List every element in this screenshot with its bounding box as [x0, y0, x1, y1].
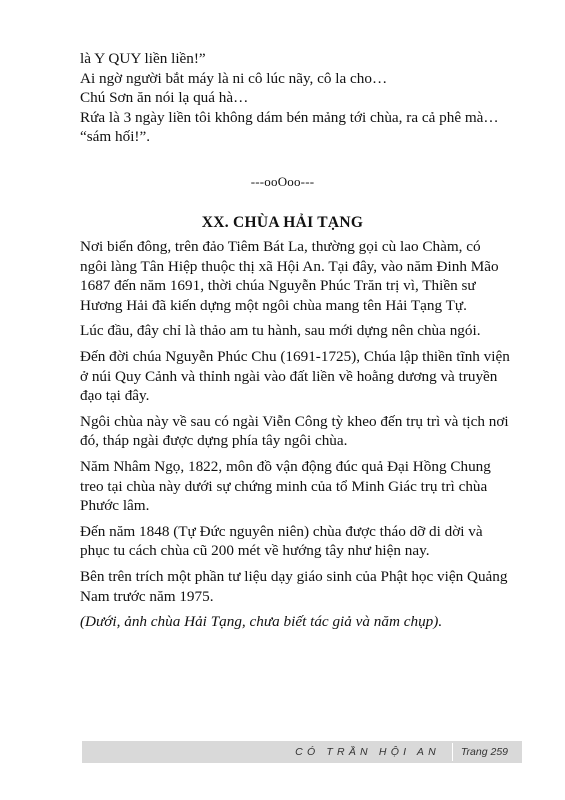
paragraph	[80, 412, 525, 451]
text-line: Nơi biển đông, trên đảo Tiêm Bát La, thường gọi cù lao Chàm, có	[80, 238, 481, 255]
paragraph	[80, 237, 525, 315]
text-line: Phước lâm.	[80, 497, 150, 515]
text-line: Bên trên trích một phần tư liệu dạy giáo sinh của Phật học viện Quảng	[80, 567, 508, 585]
text-line: (Dưới, ảnh chùa Hải Tạng, chưa biết tác giả và năm chụp).	[80, 613, 443, 631]
paragraph	[80, 457, 525, 516]
text-line: treo tại chùa này dưới sự chứng minh của tổ Minh Giác trụ trì chùa	[80, 477, 488, 495]
paragraph	[80, 321, 525, 341]
section-divider: ---ooOoo---	[250, 174, 315, 189]
paragraph	[80, 522, 525, 561]
previous-section-ending	[80, 49, 520, 147]
text-line: Năm Nhâm Ngọ, 1822, môn đồ vận động đúc quả Đại Hồng Chung	[80, 457, 491, 475]
text-line: đạo tại đây.	[80, 387, 150, 405]
text-line: là Y QUY liền liền!”	[80, 50, 206, 67]
text-line: Hương Hải đã kiến dựng một ngôi chùa mang tên Hải Tạng Tự.	[80, 296, 467, 314]
text-line: ở núi Quy Cảnh và thỉnh ngài vào đất liền về hoằng dương và truyền	[80, 367, 498, 385]
photo-caption	[80, 612, 525, 632]
text-line: ngôi làng Tân Hiệp thuộc thị xã Hội An. Tại đây, vào năm Đinh Mão	[80, 257, 499, 275]
chapter-body	[80, 237, 525, 638]
text-line: Lúc đầu, đây chỉ là thảo am tu hành, sau mới dựng nên chùa ngói.	[80, 322, 481, 340]
chapter-title: XX. CHÙA HẢI TẠNG	[201, 214, 364, 231]
paragraph	[80, 567, 525, 606]
text-line: “sám hối!”.	[80, 128, 151, 146]
page-footer	[82, 741, 522, 763]
text-line: phục tu cách chùa cũ 200 mét về hướng tây như hiện nay.	[80, 542, 430, 560]
text-line: Ai ngờ người bắt máy là ni cô lúc nãy, cô la cho…	[80, 69, 388, 87]
footer-page-number: Trang 259	[460, 746, 508, 758]
text-line: Đến đời chúa Nguyễn Phúc Chu (1691-1725), Chúa lập thiền tĩnh viện	[80, 347, 510, 365]
paragraph	[80, 347, 525, 406]
text-line: Chú Sơn ăn nói lạ quá hà…	[80, 89, 249, 107]
footer-book-title: CÓ TRẦN HỘI AN	[295, 746, 440, 758]
text-line: đó, tháp ngài được dựng phía tây ngôi chùa.	[80, 432, 348, 450]
text-line: Nam trước năm 1975.	[80, 587, 214, 605]
text-line: Rứa là 3 ngày liền tôi không dám bén mảng tới chùa, ra cả phê mà…	[80, 108, 499, 126]
text-line: Đến năm 1848 (Tự Đức nguyên niên) chùa được tháo dỡ di dời và	[80, 522, 483, 540]
text-line: Ngôi chùa này về sau có ngài Viễn Công tỳ kheo đến trụ trì và tịch nơi	[80, 412, 509, 430]
text-line: 1687 đến năm 1691, thời chúa Nguyễn Phúc Trăn trị vì, Thiền sư	[80, 277, 476, 295]
